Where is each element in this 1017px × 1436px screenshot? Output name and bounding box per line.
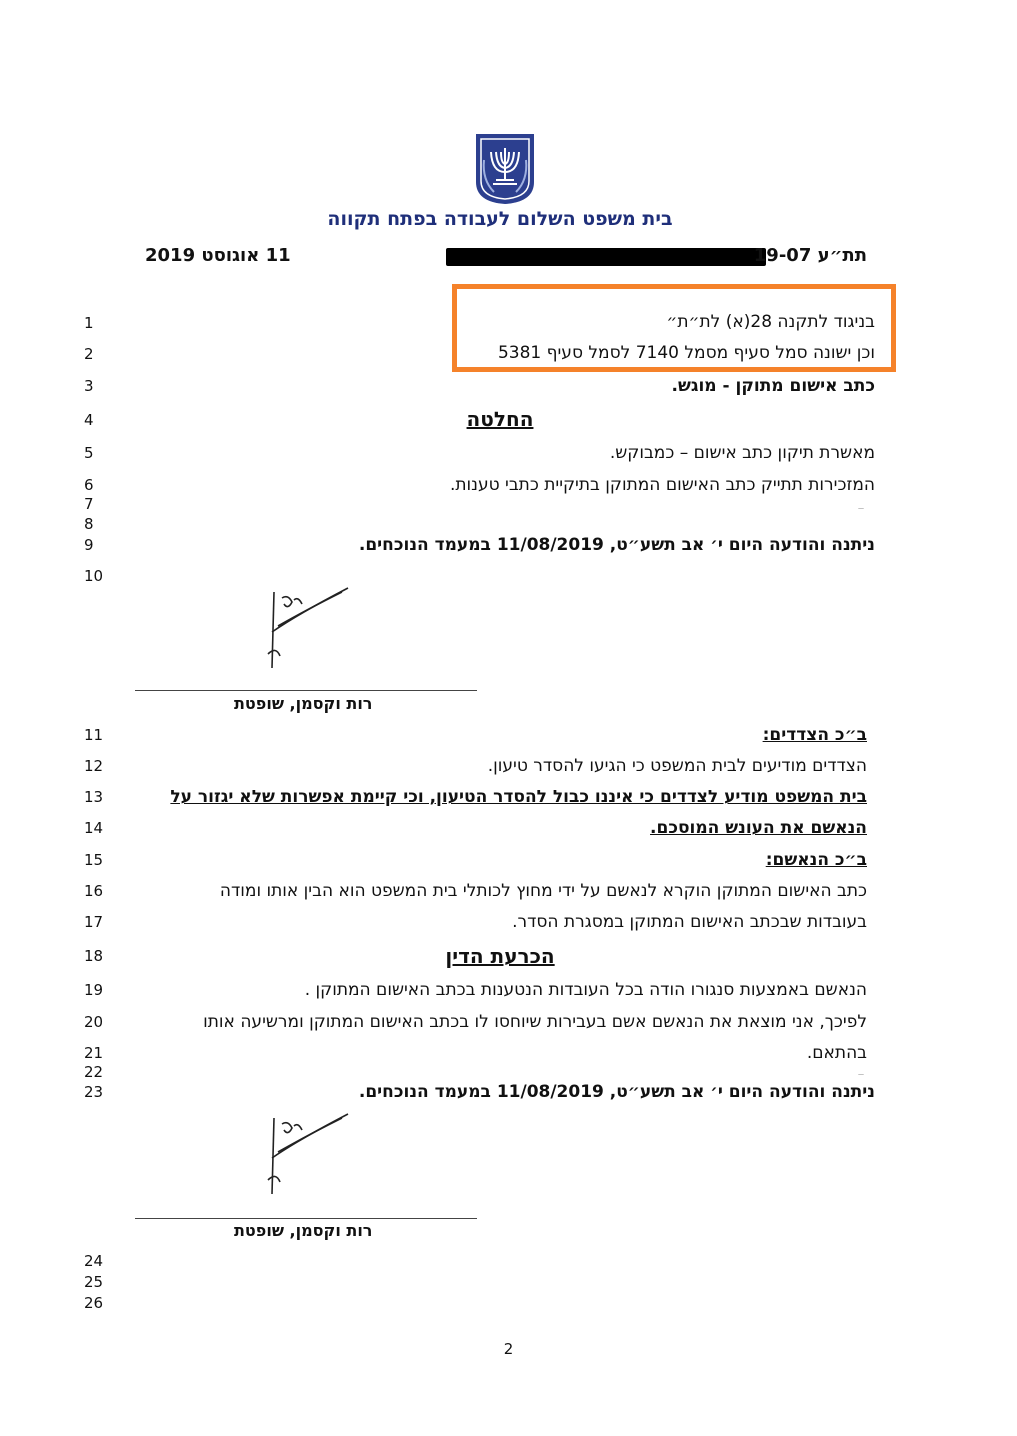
line-number: 21 (84, 1044, 104, 1062)
line-number: 16 (84, 882, 104, 900)
line-number: 17 (84, 913, 104, 931)
line-number: 25 (84, 1273, 104, 1291)
signature-1 (258, 584, 358, 670)
body-line-1: בניגוד לתקנה 28(א) לת״ת״ (666, 312, 875, 332)
signer-name-2: רות וקסמן, שופטת (234, 1221, 373, 1240)
signer-name-1: רות וקסמן, שופטת (234, 694, 373, 713)
signature-line-2 (135, 1218, 477, 1219)
given-line-1: ניתנה והודעה היום י׳ אב תשע״ט, 11/08/2019 במעמד הנוכחים. (358, 535, 875, 555)
line-number: 9 (84, 536, 94, 554)
line-number: 15 (84, 851, 104, 869)
body-line-16: כתב האישום המתוקן הוקרא לנאשם על ידי מחוץ לכותלי בית המשפט הוא הבין אותו ומודה (219, 881, 867, 901)
document-date: 11 אוגוסט 2019 (145, 245, 291, 266)
body-line-2: וכן ישונה סמל סעיף מסמל 7140 לסמל סעיף 5381 (497, 343, 875, 363)
body-line-6: המזכירות תתייק כתב האישום המתוקן בתיקיית כתבי טענות. (449, 475, 875, 495)
body-line-13: בית המשפט מודיע לצדדים כי איננו כבול להסדר הטיעון, וכי קיימת אפשרות שלא יגזור על (170, 787, 867, 807)
line-number: 19 (84, 981, 104, 999)
signature-line-1 (135, 690, 477, 691)
body-line-5: מאשרת תיקון כתב אישום – כמבוקש. (609, 443, 875, 463)
line-number: 6 (84, 476, 94, 494)
line-number: 12 (84, 757, 104, 775)
tiny-mark: — (858, 505, 864, 512)
state-emblem-icon (472, 130, 538, 206)
line-number: 22 (84, 1063, 104, 1081)
body-line-20: לפיכך, אני מוצאת את הנאשם אשם בעבירות שיוחסו לו בכתב האישום המתוקן ומרשיעה אותו (203, 1012, 867, 1032)
line-number: 10 (84, 567, 104, 585)
line-number: 3 (84, 377, 94, 395)
line-number: 1 (84, 314, 94, 332)
parties-label: ב״כ הצדדים: (762, 725, 867, 745)
line-number: 8 (84, 515, 94, 533)
line-number: 23 (84, 1083, 104, 1101)
heading-verdict: הכרעת הדין (445, 944, 555, 968)
body-line-19: הנאשם באמצעות סנגורו הודה בכל העובדות הנטענות בכתב האישום המתוקן . (304, 980, 867, 1000)
line-number: 13 (84, 788, 104, 806)
body-line-14: הנאשם את העונש המוסכם. (650, 818, 867, 838)
line-number: 26 (84, 1294, 104, 1312)
body-line-3: כתב אישום מתוקן - מוגש. (671, 376, 875, 396)
redaction-bar (446, 248, 766, 266)
case-number: תת״ע 19-07 (753, 245, 867, 266)
line-number: 18 (84, 947, 104, 965)
heading-decision: החלטה (466, 407, 534, 431)
court-name: בית משפט השלום לעבודה בפתח תקווה (327, 208, 673, 230)
body-line-21: בהתאם. (806, 1043, 867, 1063)
tiny-mark-2: — (858, 1071, 864, 1078)
line-number: 11 (84, 726, 104, 744)
line-number: 20 (84, 1013, 104, 1031)
line-number: 5 (84, 444, 94, 462)
body-line-17: בעובדות שבכתב האישום המתוקן במסגרת הסדר. (512, 912, 867, 932)
body-line-12: הצדדים מודיעים לבית המשפט כי הגיעו להסדר טיעון. (487, 756, 867, 776)
line-number: 7 (84, 495, 94, 513)
line-number: 14 (84, 819, 104, 837)
defendant-label: ב״כ הנאשם: (765, 850, 867, 870)
line-number: 2 (84, 345, 94, 363)
line-number: 4 (84, 411, 94, 429)
given-line-2: ניתנה והודעה היום י׳ אב תשע״ט, 11/08/2019 במעמד הנוכחים. (358, 1082, 875, 1102)
signature-2 (258, 1110, 358, 1196)
line-number: 24 (84, 1252, 104, 1270)
page-number: 2 (503, 1340, 514, 1358)
